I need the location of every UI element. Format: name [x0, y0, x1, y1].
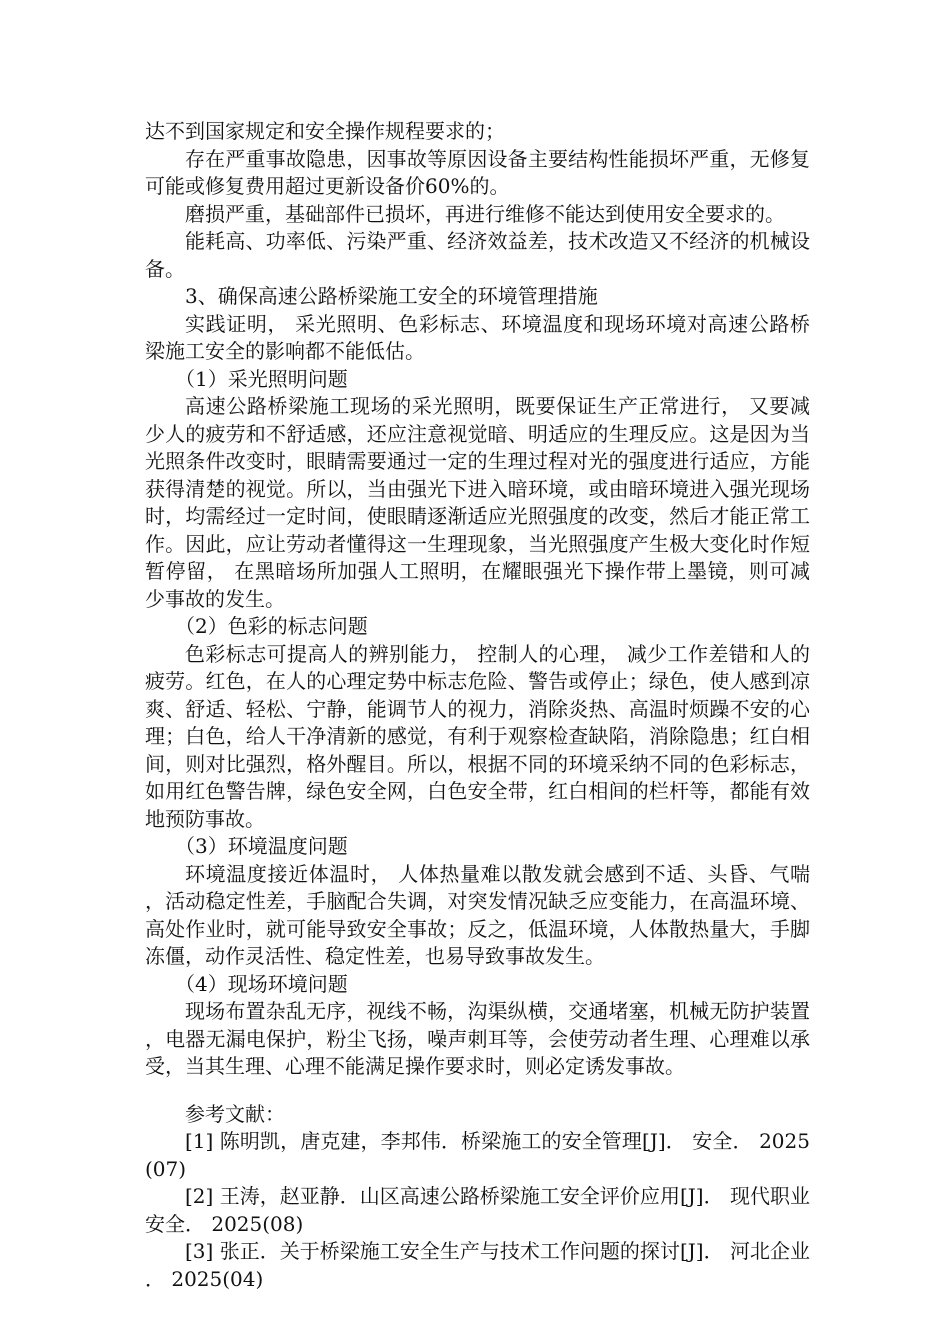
reference-item: [2] 王涛，赵亚静．山区高速公路桥梁施工安全评价应用[J]． 现代职业安全． 2025(08) — [145, 1184, 810, 1236]
reference-item: [1] 陈明凯，唐克建，李邦伟．桥梁施工的安全管理[J]． 安全． 2025(07) — [145, 1129, 810, 1181]
paragraph-site: 现场布置杂乱无序，视线不畅，沟渠纵横，交通堵塞，机械无防护装置，电器无漏电保护，粉尘飞扬，噪声刺耳等，会使劳动者生理、心理难以承受，当其生理、心理不能满足操作要求时，则必定诱发事故。 — [145, 999, 810, 1078]
subheading-site: （4）现场环境问题 — [175, 971, 348, 996]
paragraph-wear: 磨损严重，基础部件已损坏，再进行维修不能达到使用安全要求的。 — [185, 201, 785, 226]
references-title: 参考文献： — [185, 1101, 285, 1126]
paragraph-continuation: 达不到国家规定和安全操作规程要求的； — [145, 119, 505, 143]
subheading-temperature: （3）环境温度问题 — [175, 834, 348, 858]
subheading-lighting: （1）采光照明问题 — [175, 366, 348, 391]
paragraph-energy: 能耗高、功率低、污染严重、经济效益差，技术改造又不经济的机械设备。 — [145, 229, 810, 281]
paragraph-color: 色彩标志可提高人的辨别能力， 控制人的心理， 减少工作差错和人的疲劳。红色，在人的心理定势中标志危险、警告或停止；绿色，使人感到凉爽、舒适、轻松、宁静，能调节人的视力，消除炎热、高温时烦躁不安的心理；白色，给人干净清新的感觉，有利于观察检查缺陷，消除隐患；红白相间，则对比强烈，格外醒目。所以，根据不同的环境采纳不同的色彩标志， 如用红色警告牌，绿色安全网，白色安全带，红白相间的栏杆等，都能有效地预防事故。 — [145, 641, 810, 831]
paragraph-intro: 实践证明， 采光照明、色彩标志、环境温度和现场环境对高速公路桥梁施工安全的影响都不能低估。 — [145, 311, 810, 363]
subheading-color: （2）色彩的标志问题 — [175, 614, 368, 638]
paragraph-temperature: 环境温度接近体温时， 人体热量难以散发就会感到不适、头昏、气喘，活动稳定性差，手脑配合失调，对突发情况缺乏应变能力，在高温环境、高处作业时，就可能导致安全事故；反之，低温环境，人体散热量大，手脚冻僵，动作灵活性、稳定性差，也易导致事故发生。 — [145, 861, 810, 968]
paragraph-hazard: 存在严重事故隐患，因事故等原因设备主要结构性能损坏严重，无修复可能或修复费用超过更新设备价60%的。 — [145, 146, 810, 198]
paragraph-lighting: 高速公路桥梁施工现场的采光照明，既要保证生产正常进行， 又要减少人的疲劳和不舒适感，还应注意视觉暗、明适应的生理反应。这是因为当光照条件改变时，眼睛需要通过一定的生理过程对光的强度进行适应，方能获得清楚的视觉。所以，当由强光下进入暗环境，或由暗环境进入强光现场时，均需经过一定时间，使眼睛逐渐适应光照强度的改变，然后才能正常工作。因此，应让劳动者懂得这一生理现象，当光照强度产生极大变化时作短暂停留， 在黑暗场所加强人工照明，在耀眼强光下操作带上墨镜，则可减少事故的发生。 — [145, 394, 810, 611]
section-heading-environment: 3、确保高速公路桥梁施工安全的环境管理措施 — [185, 284, 598, 308]
reference-item: [3] 张正．关于桥梁施工安全生产与技术工作问题的探讨[J]． 河北企业． 2025(04) — [145, 1239, 810, 1291]
document-page — [145, 118, 810, 1293]
